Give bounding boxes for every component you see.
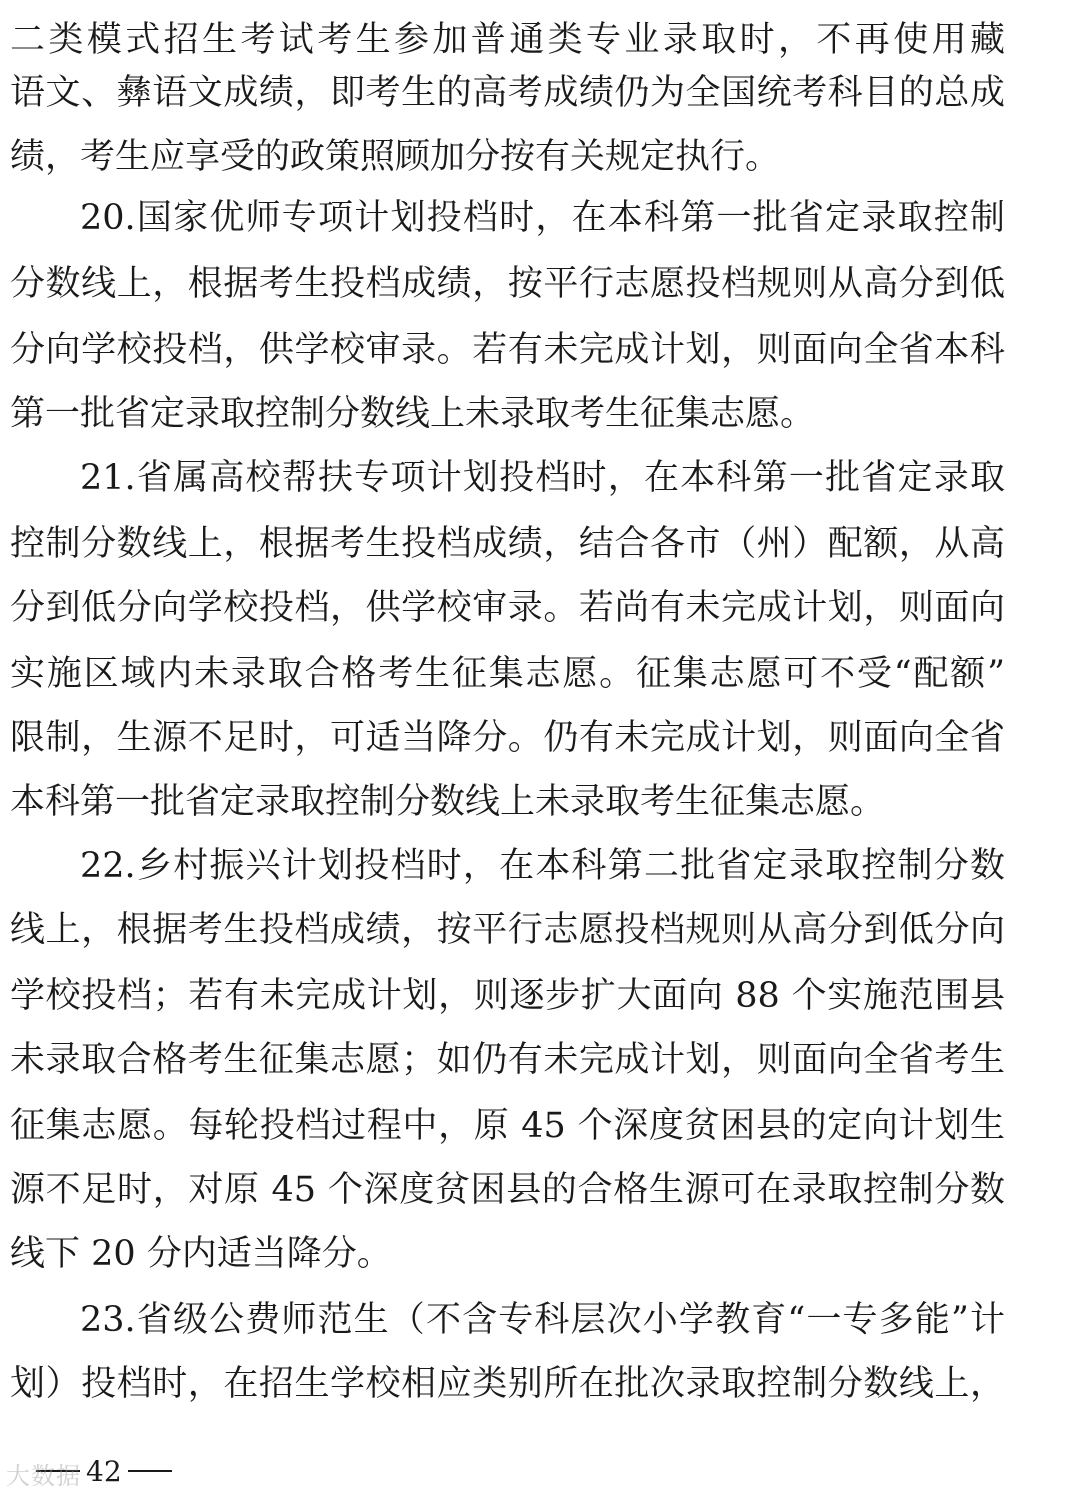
- watermark: 大数据: [6, 1462, 81, 1490]
- body-text-line: 分向学校投档，供学校审录。若有未完成计划，则面向全省本科: [10, 330, 1005, 370]
- paragraph-20-first-line: 20.国家优师专项计划投档时，在本科第一批省定录取控制: [80, 198, 1005, 238]
- footer-dash-left: [36, 1470, 80, 1472]
- footer-dash-right: [128, 1470, 172, 1472]
- body-text-line: 征集志愿。每轮投档过程中，原 45 个深度贫困县的定向计划生: [10, 1106, 1005, 1146]
- body-text-line: 第一批省定录取控制分数线上未录取考生征集志愿。: [10, 394, 816, 434]
- body-text-line: 限制，生源不足时，可适当降分。仍有未完成计划，则面向全省: [10, 718, 1005, 758]
- body-text-line: 实施区域内未录取合格考生征集志愿。征集志愿可不受“配额”: [10, 654, 1005, 694]
- body-text-line: 控制分数线上，根据考生投档成绩，结合各市（州）配额，从高: [10, 524, 1005, 564]
- body-text-line: 划）投档时，在招生学校相应类别所在批次录取控制分数线上，: [10, 1364, 1005, 1404]
- body-text-line: 学校投档；若有未完成计划，则逐步扩大面向 88 个实施范围县: [10, 976, 1005, 1016]
- paragraph-23-first-line: 23.省级公费师范生（不含专科层次小学教育“一专多能”计: [80, 1300, 1005, 1340]
- page-footer: [30, 1456, 178, 1486]
- body-text-line: 绩，考生应享受的政策照顾加分按有关规定执行。: [10, 137, 781, 177]
- body-text-line: 分到低分向学校投档，供学校审录。若尚有未完成计划，则面向: [10, 588, 1005, 628]
- body-text-line: 线下 20 分内适当降分。: [10, 1234, 392, 1274]
- paragraph-22-first-line: 22.乡村振兴计划投档时，在本科第二批省定录取控制分数: [80, 846, 1005, 886]
- body-text-line: 线上，根据考生投档成绩，按平行志愿投档规则从高分到低分向: [10, 910, 1005, 950]
- body-text-line: 本科第一批省定录取控制分数线上未录取考生征集志愿。: [10, 782, 886, 822]
- body-text-line: 语文、彝语文成绩，即考生的高考成绩仍为全国统考科目的总成: [10, 73, 1005, 113]
- paragraph-21-first-line: 21.省属高校帮扶专项计划投档时，在本科第一批省定录取: [80, 458, 1005, 498]
- page-number: 42: [86, 1454, 122, 1488]
- body-text-line: 分数线上，根据考生投档成绩，按平行志愿投档规则从高分到低: [10, 264, 1005, 304]
- body-text-line: 未录取合格考生征集志愿；如仍有未完成计划，则面向全省考生: [10, 1040, 1005, 1080]
- body-text-line: 源不足时，对原 45 个深度贫困县的合格生源可在录取控制分数: [10, 1170, 1005, 1210]
- body-text-line: 二类模式招生考试考生参加普通类专业录取时，不再使用藏: [10, 20, 1005, 60]
